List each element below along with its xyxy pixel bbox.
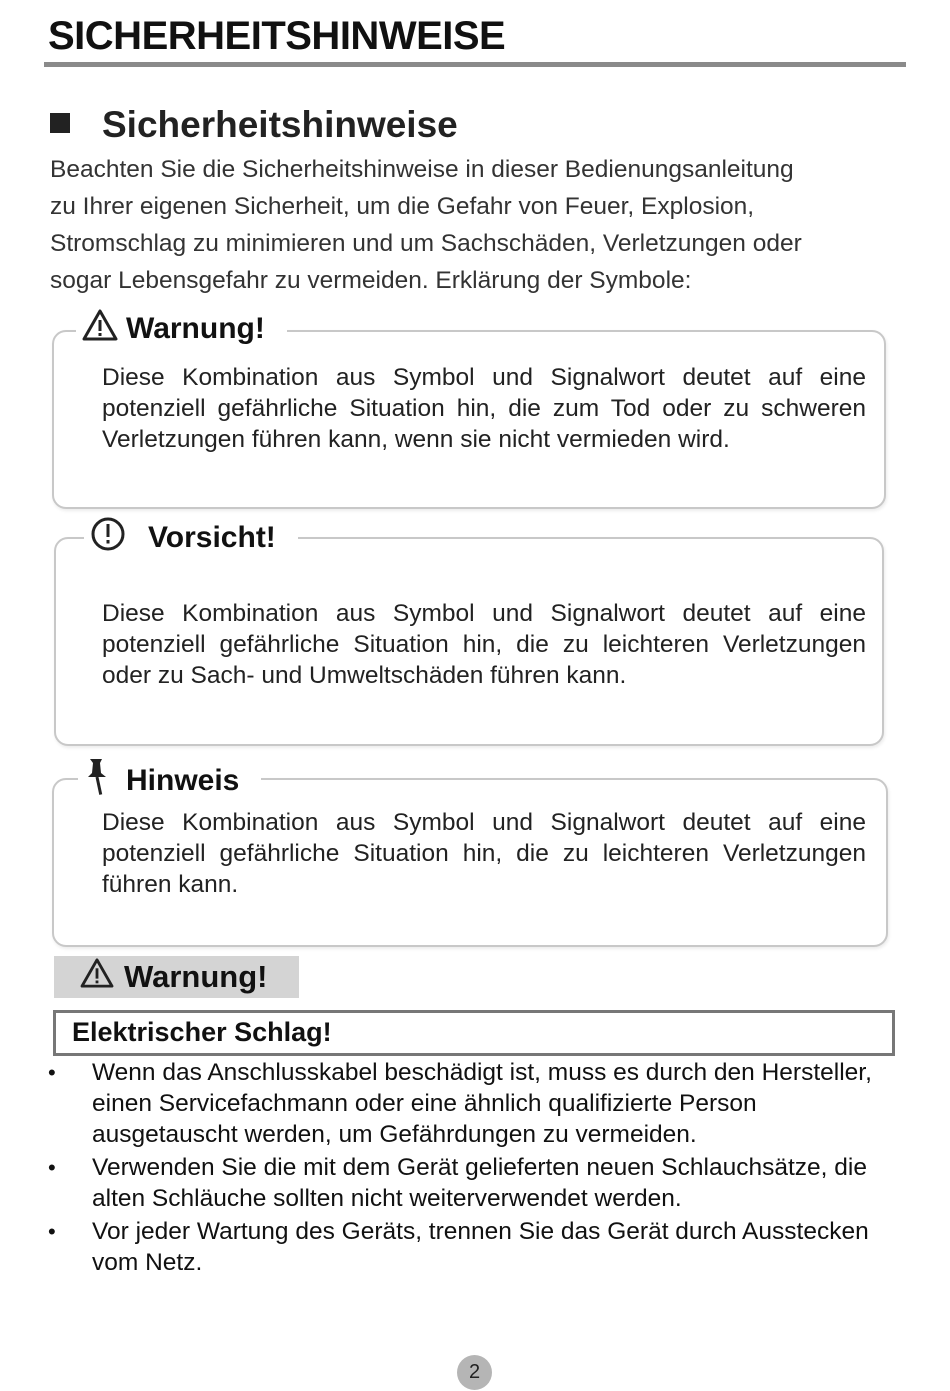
square-bullet-icon [50,113,70,133]
heading-rule [44,62,906,67]
list-item-text: Verwenden Sie die mit dem Gerät gelieferten neuen Schlauchsätze, die alten Schläuche sollten nicht weiterverwendet werden. [92,1154,867,1212]
caution-label-text: Vorsicht! [148,521,276,554]
caution-description: Diese Kombination aus Symbol und Signalwort deutet auf eine potenziell gefährliche Situation hin, die zu leichteren Verletzungen oder zu Sach- und Umweltschäden führen kann. [102,600,866,689]
intro-line: sogar Lebensgefahr zu vermeiden. Erklärung der Symbole: [50,267,692,294]
section-title-text: Sicherheitshinweise [102,104,458,145]
list-item-text: Vor jeder Wartung des Geräts, trennen Sie das Gerät durch Ausstecken vom Netz. [92,1218,869,1276]
list-item [48,1216,908,1278]
section-title [50,104,458,146]
intro-line: Stromschlag zu minimieren und um Sachschäden, Verletzungen oder [50,230,802,257]
warning-triangle-icon [80,958,114,996]
warning-description: Diese Kombination aus Symbol und Signalwort deutet auf eine potenziell gefährliche Situation hin, die zum Tod oder zu schweren Verletzungen führen kann, wenn sie nicht vermieden wird. [102,364,866,453]
list-item [48,1057,908,1150]
warning-symbol-label [76,309,287,349]
warning-tag [54,956,299,998]
warning-label-text: Warnung! [126,312,265,345]
notice-label-text: Hinweis [126,764,240,797]
warning-bullet-list [48,1057,908,1280]
warning-triangle-icon [82,309,118,349]
bullet-icon: • [48,1219,56,1244]
pushpin-icon [84,757,110,805]
exclamation-circle-icon [90,516,126,560]
notice-description: Diese Kombination aus Symbol und Signalwort deutet auf eine potenziell gefährliche Situation hin, die zu leichteren Verletzungen führen kann. [102,809,866,898]
page-heading: SICHERHEITSHINWEISE [48,14,506,58]
electric-shock-title: Elektrischer Schlag! [72,1017,332,1047]
list-item [48,1152,908,1214]
intro-paragraph [50,151,900,299]
notice-symbol-label [78,757,261,805]
electric-shock-box [53,1010,895,1056]
caution-symbol-label [84,516,298,560]
bullet-icon: • [48,1060,56,1085]
intro-line: zu Ihrer eigenen Sicherheit, um die Gefahr von Feuer, Explosion, [50,193,755,220]
page-number: 2 [457,1355,492,1390]
bullet-icon: • [48,1155,56,1180]
warning-tag-label: Warnung! [124,959,268,994]
list-item-text: Wenn das Anschlusskabel beschädigt ist, muss es durch den Hersteller, einen Servicefachmann oder eine ähnlich qualifizierte Person ausgetauscht werden, um Gefährdungen zu vermeiden. [92,1059,872,1148]
intro-line: Beachten Sie die Sicherheitshinweise in dieser Bedienungsanleitung [50,156,794,183]
